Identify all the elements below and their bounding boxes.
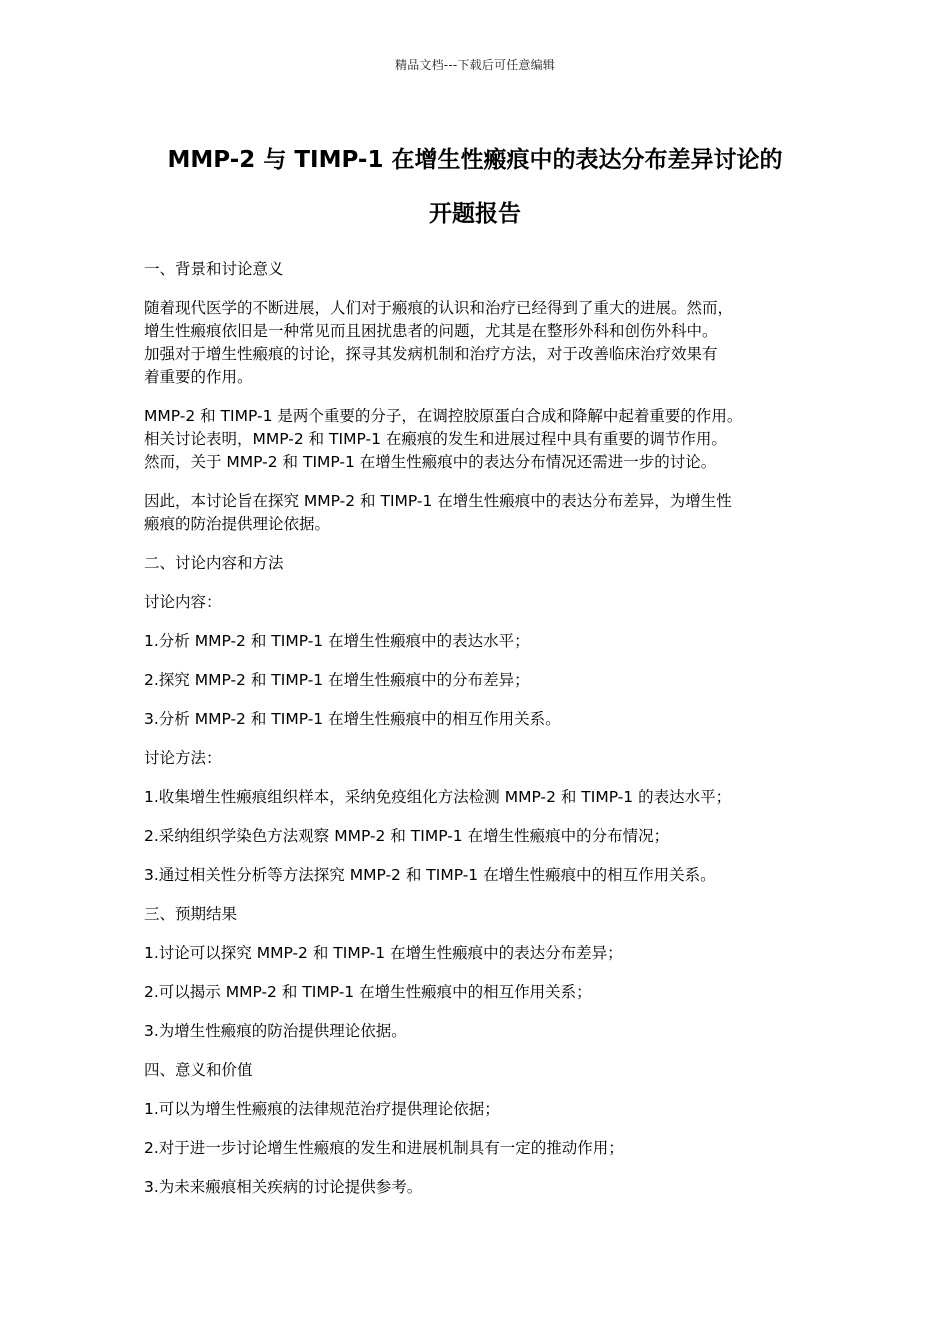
content-item-1: 1.分析 MMP-2 和 TIMP-1 在增生性瘢痕中的表达水平；: [144, 632, 530, 650]
paragraph-line: MMP-2 和 TIMP-1 是两个重要的分子，在调控胶原蛋白合成和降解中起着重要的作用。: [144, 407, 743, 425]
section-1-paragraph-2: [144, 405, 820, 474]
section-4-heading: 四、意义和价值: [144, 1061, 253, 1079]
section-1-paragraph-3: [144, 490, 820, 536]
paragraph-line: 瘢痕的防治提供理论依据。: [144, 515, 331, 533]
title-line-1: MMP-2 与 TIMP-1 在增生性瘢痕中的表达分布差异讨论的: [167, 147, 783, 173]
document-body: [144, 258, 820, 1215]
method-item-3: 3.通过相关性分析等方法探究 MMP-2 和 TIMP-1 在增生性瘢痕中的相互作用关系。: [144, 866, 716, 884]
paragraph-line: 着重要的作用。: [144, 368, 253, 386]
method-item-2: 2.采纳组织学染色方法观察 MMP-2 和 TIMP-1 在增生性瘢痕中的分布情况；: [144, 827, 670, 845]
paragraph-line: 相关讨论表明，MMP-2 和 TIMP-1 在瘢痕的发生和进展过程中具有重要的调节作用。: [144, 430, 727, 448]
paragraph-line: 增生性瘢痕依旧是一种常见而且困扰患者的问题，尤其是在整形外科和创伤外科中。: [144, 322, 718, 340]
section-1-heading: 一、背景和讨论意义: [144, 260, 284, 278]
document-title: [100, 133, 850, 241]
paragraph-line: 然而，关于 MMP-2 和 TIMP-1 在增生性瘢痕中的表达分布情况还需进一步的讨论。: [144, 453, 717, 471]
value-item-2: 2.对于进一步讨论增生性瘢痕的发生和进展机制具有一定的推动作用；: [144, 1139, 624, 1157]
value-item-1: 1.可以为增生性瘢痕的法律规范治疗提供理论依据；: [144, 1100, 500, 1118]
result-item-3: 3.为增生性瘢痕的防治提供理论依据。: [144, 1022, 407, 1040]
paragraph-line: 加强对于增生性瘢痕的讨论，探寻其发病机制和治疗方法，对于改善临床治疗效果有: [144, 345, 718, 363]
content-item-3: 3.分析 MMP-2 和 TIMP-1 在增生性瘢痕中的相互作用关系。: [144, 710, 561, 728]
value-item-3: 3.为未来瘢痕相关疾病的讨论提供参考。: [144, 1178, 423, 1196]
header-note: 精品文档---下载后可任意编辑: [395, 58, 555, 72]
content-label: 讨论内容：: [144, 593, 222, 611]
content-item-2: 2.探究 MMP-2 和 TIMP-1 在增生性瘢痕中的分布差异；: [144, 671, 530, 689]
title-line-2: 开题报告: [429, 201, 521, 227]
paragraph-line: 因此，本讨论旨在探究 MMP-2 和 TIMP-1 在增生性瘢痕中的表达分布差异，为增生性: [144, 492, 732, 510]
result-item-1: 1.讨论可以探究 MMP-2 和 TIMP-1 在增生性瘢痕中的表达分布差异；: [144, 944, 623, 962]
section-2-heading: 二、讨论内容和方法: [144, 554, 284, 572]
result-item-2: 2.可以揭示 MMP-2 和 TIMP-1 在增生性瘢痕中的相互作用关系；: [144, 983, 592, 1001]
section-1-paragraph-1: [144, 297, 820, 389]
section-3-heading: 三、预期结果: [144, 905, 238, 923]
paragraph-line: 随着现代医学的不断进展，人们对于瘢痕的认识和治疗已经得到了重大的进展。然而，: [144, 299, 734, 317]
method-label: 讨论方法：: [144, 749, 222, 767]
method-item-1: 1.收集增生性瘢痕组织样本，采纳免疫组化方法检测 MMP-2 和 TIMP-1 的表达水平；: [144, 788, 732, 806]
